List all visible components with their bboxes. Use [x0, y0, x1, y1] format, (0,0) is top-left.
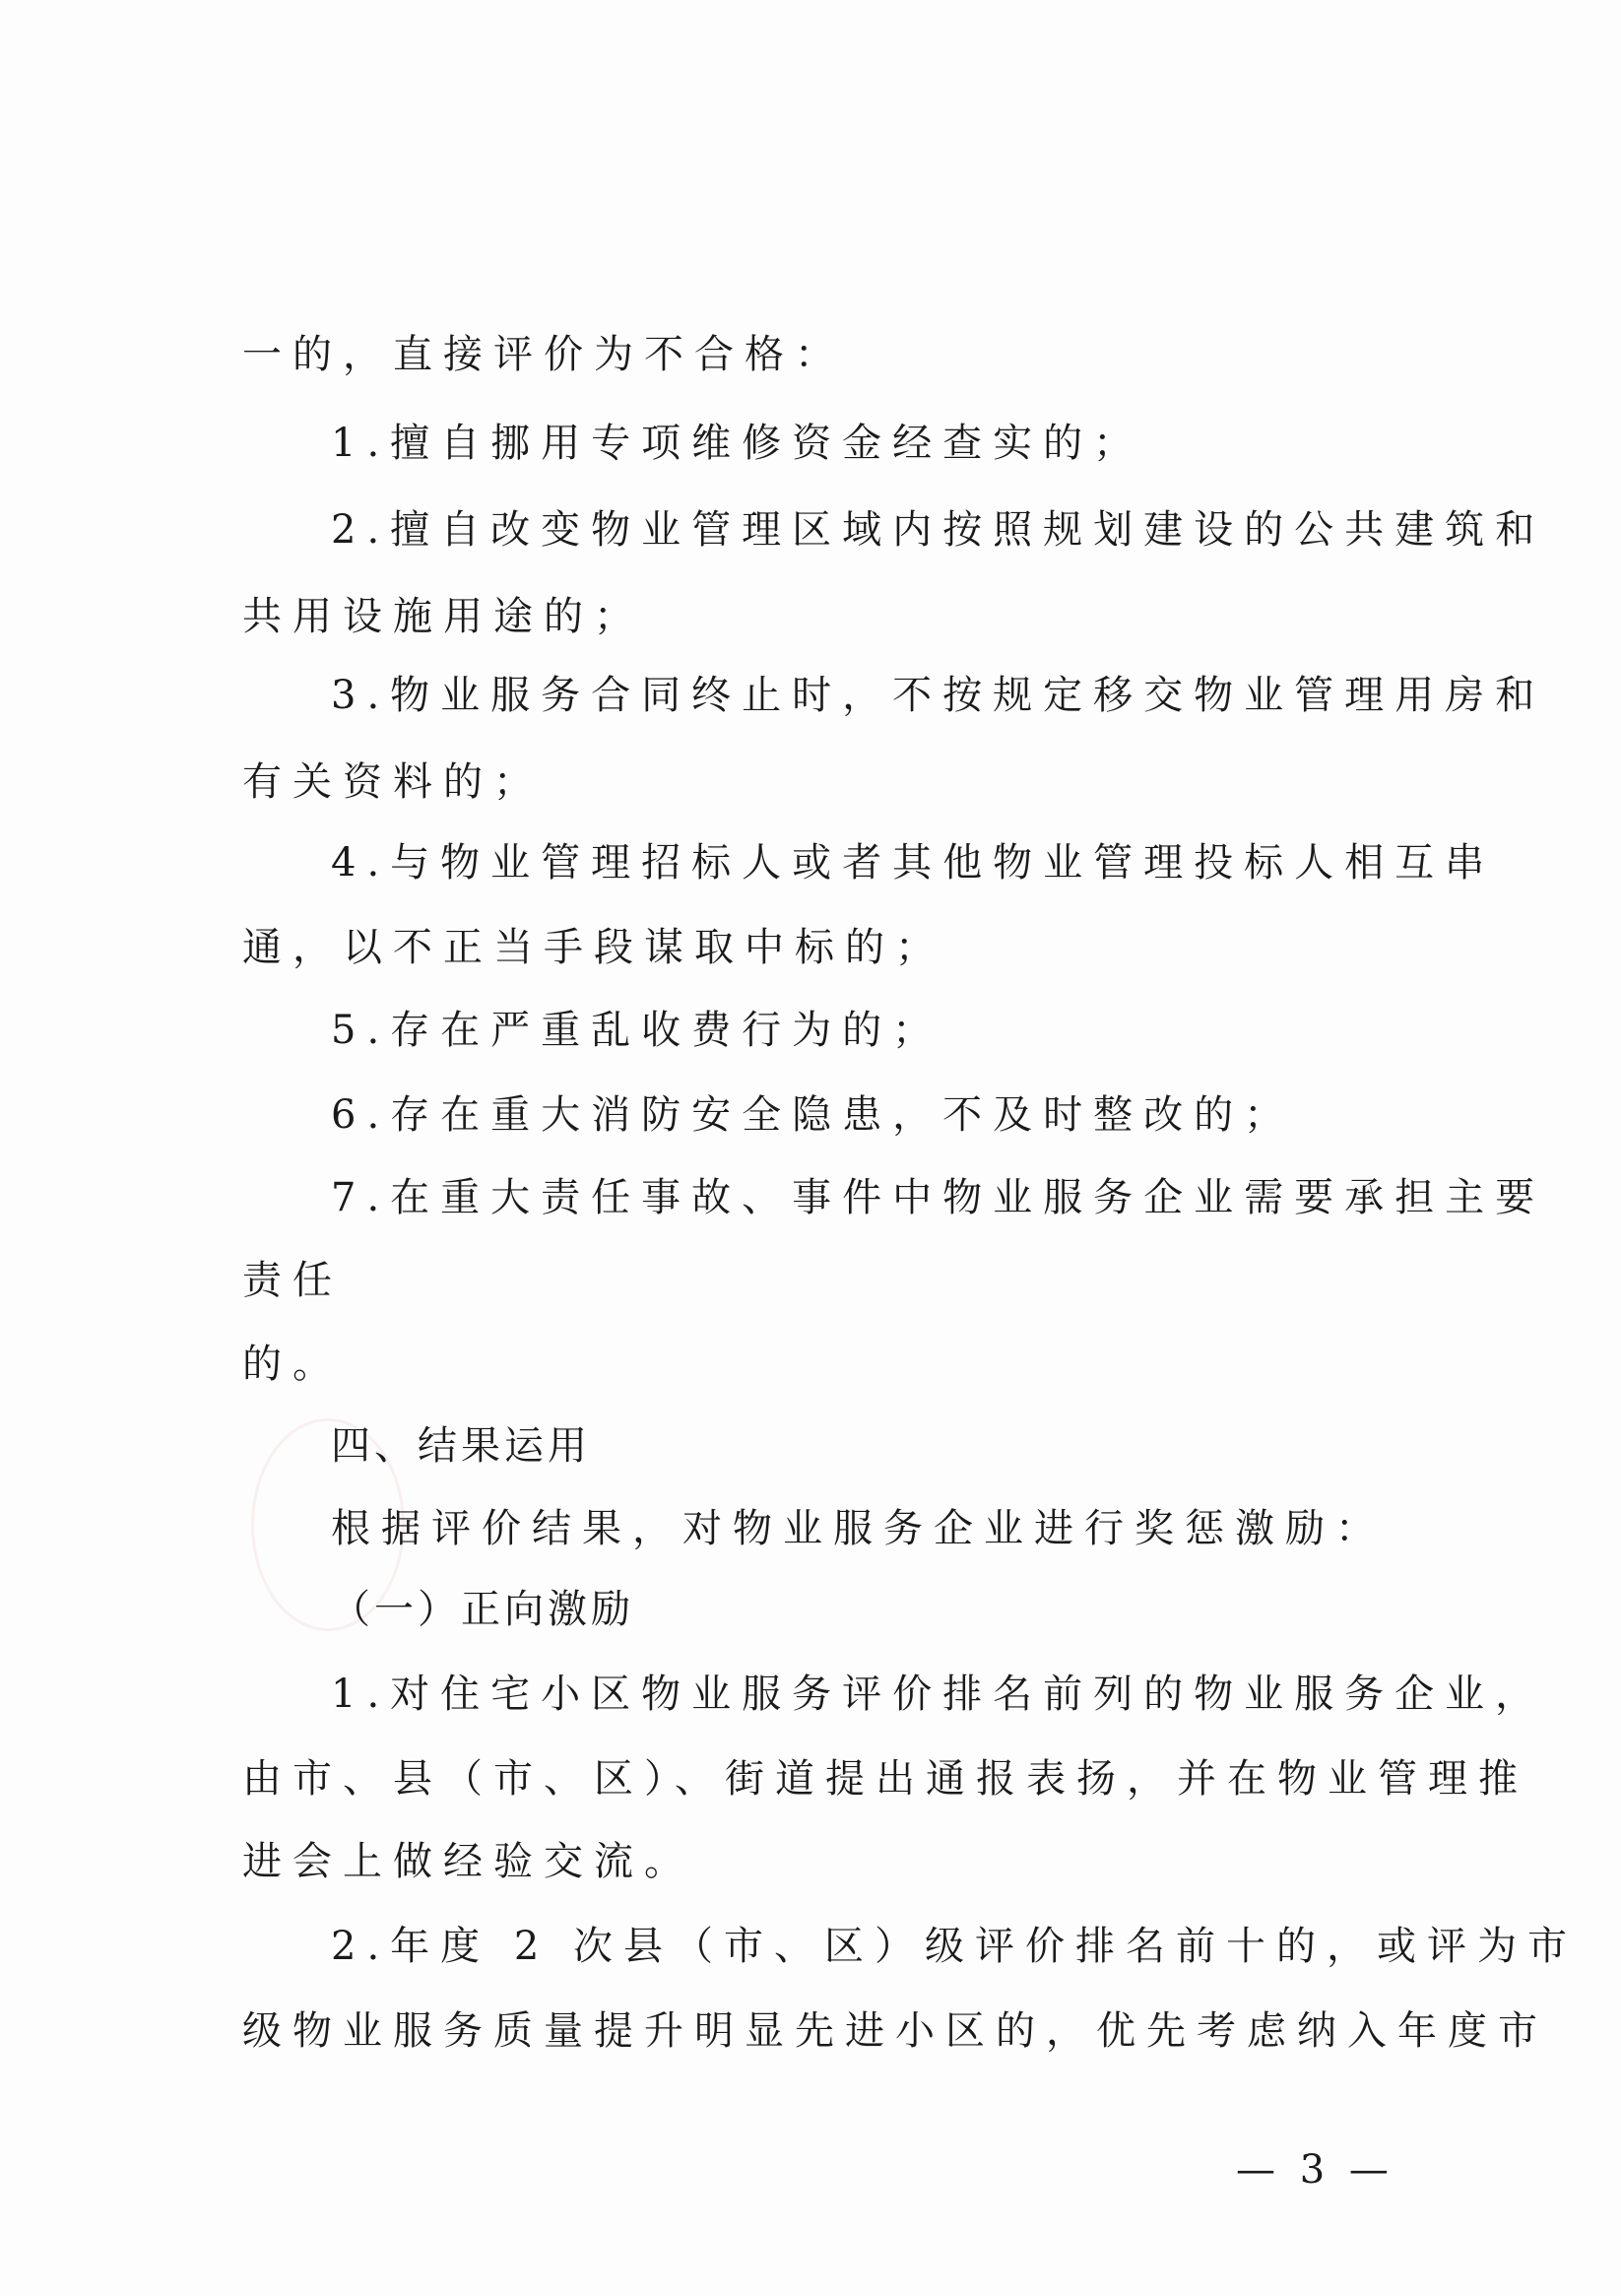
- page-number: — 3 —: [1236, 2147, 1394, 2193]
- list-item-1: 1.擅自挪用专项维修资金经查实的；: [331, 421, 1144, 466]
- list-item-6: 6.存在重大消防安全隐患，不及时整改的；: [331, 1092, 1295, 1138]
- text-line: 由市、县（市、区）、街道提出通报表扬，并在物业管理推: [242, 1756, 1528, 1802]
- subsection-heading: （一）正向激励: [331, 1587, 634, 1632]
- text-line: 级物业服务质量提升明显先进小区的，优先考虑纳入年度市: [242, 2008, 1548, 2054]
- text-line: 根据评价结果，对物业服务企业进行奖惩激励：: [331, 1506, 1386, 1551]
- list-item-7: 7.在重大责任事故、事件中物业服务企业需要承担主要: [331, 1175, 1546, 1220]
- text-line: 共用设施用途的；: [242, 594, 644, 639]
- section-heading: 四、结果运用: [331, 1423, 591, 1469]
- list-item-1: 1.对住宅小区物业服务评价排名前列的物业服务企业，: [331, 1672, 1546, 1717]
- text-line: 责任: [242, 1258, 343, 1303]
- list-item-5: 5.存在严重乱收费行为的；: [331, 1008, 943, 1053]
- text-line: 通，以不正当手段谋取中标的；: [242, 925, 945, 970]
- text-line: 一的，直接评价为不合格：: [242, 332, 845, 377]
- list-item-2: 2.擅自改变物业管理区域内按照规划建设的公共建筑和: [331, 507, 1546, 553]
- list-item-4: 4.与物业管理招标人或者其他物业管理投标人相互串: [331, 840, 1496, 886]
- text-line: 的。: [242, 1342, 343, 1387]
- list-item-2: 2.年度 2 次县（市、区）级评价排名前十的，或评为市: [331, 1924, 1579, 1969]
- text-line: 进会上做经验交流。: [242, 1839, 694, 1884]
- text-line: 有关资料的；: [242, 759, 544, 805]
- list-item-3: 3.物业服务合同终止时，不按规定移交物业管理用房和: [331, 673, 1546, 718]
